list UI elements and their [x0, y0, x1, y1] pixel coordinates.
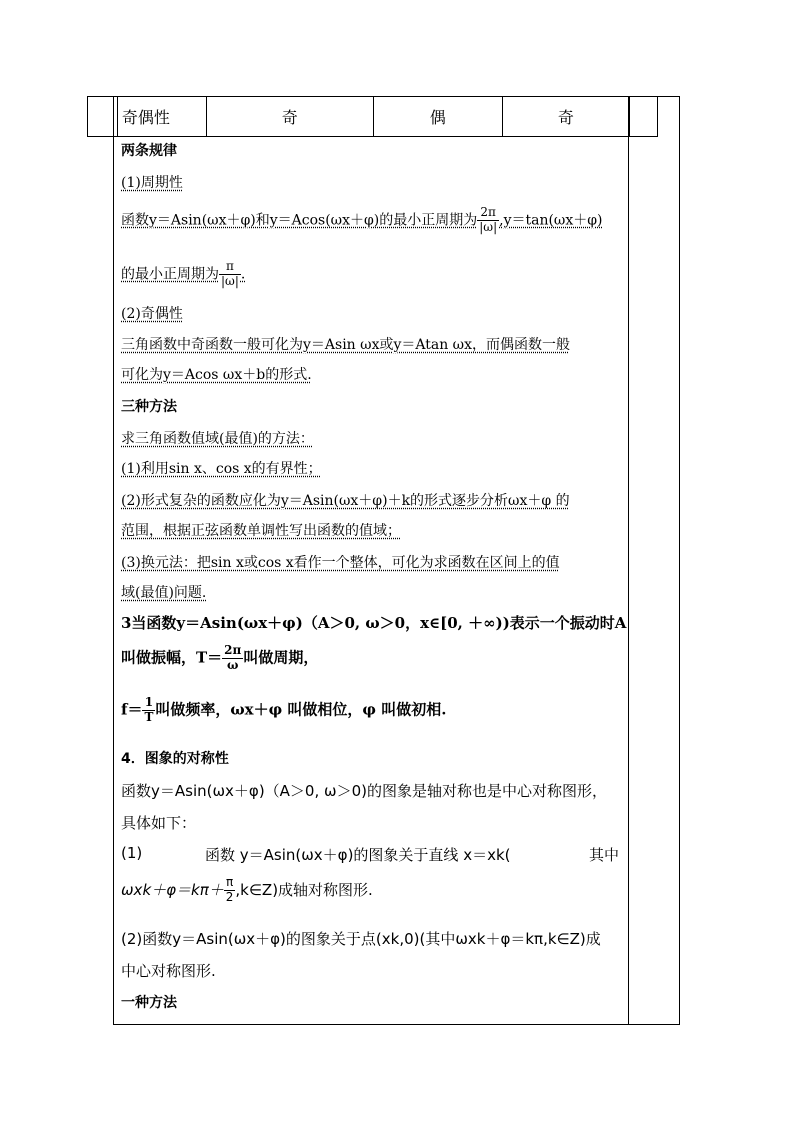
fraction-denominator: T — [144, 709, 154, 724]
parity-table-row — [87, 96, 658, 137]
fraction-denominator: 2 — [225, 889, 234, 904]
text-line — [121, 260, 245, 289]
text-line: 域(最值)问题. — [121, 585, 207, 601]
text-line — [121, 844, 624, 862]
text-span: 叫做频率，ωx＋φ 叫做相位，φ 叫做初相. — [155, 700, 447, 719]
fraction — [219, 260, 241, 289]
text-line — [121, 206, 603, 235]
table-cell-empty-right — [630, 97, 657, 136]
subheading-parity: (2)奇偶性 — [121, 306, 183, 322]
text-span: ,k∈Z)成轴对称图形. — [235, 880, 373, 899]
text-line: 三角函数中奇函数一般可化为y＝Asin ωx或y＝Atan ωx，而偶函数一般 — [121, 337, 570, 353]
text-line: (2)函数y＝Asin(ωx＋φ)的图象关于点(xk,0)(其中ωxk＋φ＝kπ,k∈Z)成 — [121, 930, 601, 948]
heading-one-method: 一种方法 — [121, 995, 177, 1011]
text-span: ,y＝tan(ωx＋φ) — [499, 212, 603, 229]
text-span: 其中 — [589, 846, 620, 864]
table-cell-empty — [88, 97, 118, 136]
text-line: 可化为y＝Acos ωx＋b的形式. — [121, 367, 312, 383]
table-cell-tan: 奇 — [503, 97, 631, 136]
text-line: 范围，根据正弦函数单调性写出函数的值域； — [121, 523, 401, 539]
text-span: ωxk＋φ＝kπ＋ — [121, 880, 224, 899]
text-line — [121, 876, 373, 905]
text-line-bold: 3当函数y＝Asin(ωx＋φ)（A＞0, ω＞0，x∈[0, ＋∞))表示一个振动时A — [121, 614, 627, 632]
fraction — [222, 644, 243, 673]
text-span: 函数y＝Asin(ωx＋φ)和y＝Acos(ωx＋φ)的最小正周期为 — [121, 212, 478, 229]
text-span: 叫做振幅，T＝ — [121, 648, 223, 667]
text-line: (2)形式复杂的函数应化为y＝Asin(ωx＋φ)＋k的形式逐步分析ωx＋φ 的 — [121, 493, 570, 509]
heading-symmetry: 4．图象的对称性 — [121, 751, 229, 767]
text-line: 求三角函数值域(最值)的方法： — [121, 431, 314, 447]
subheading-period: (1)周期性 — [121, 175, 183, 191]
text-line: 中心对称图形. — [121, 962, 216, 980]
heading-three-methods: 三种方法 — [121, 399, 177, 415]
table-cell-sin: 奇 — [207, 97, 374, 136]
column-divider — [628, 96, 629, 1025]
fraction — [477, 206, 499, 235]
text-line-bold — [121, 696, 446, 725]
fraction-numerator: π — [219, 260, 241, 275]
text-line: 函数y＝Asin(ωx＋φ)（A＞0, ω＞0)的图象是轴对称也是中心对称图形， — [121, 782, 607, 800]
text-span: 叫做周期， — [243, 648, 319, 667]
fraction-numerator: 2π — [477, 206, 499, 221]
text-line: (3)换元法：把sin x或cos x看作一个整体，可化为求函数在区间上的值 — [121, 555, 560, 571]
fraction-numerator: 1 — [142, 696, 155, 711]
heading-two-rules: 两条规律 — [121, 143, 177, 159]
fraction-denominator: |ω| — [479, 219, 498, 234]
fraction-numerator: 2π — [224, 643, 242, 657]
fraction — [142, 696, 155, 725]
text-span: f＝ — [121, 700, 143, 719]
text-span: 的最小正周期为 — [121, 266, 219, 283]
fraction-numerator: π — [224, 876, 236, 891]
text-span: (1) — [121, 844, 143, 862]
fraction-denominator: ω — [227, 657, 239, 672]
fraction-denominator: |ω| — [221, 273, 239, 288]
table-cell-label: 奇偶性 — [118, 97, 207, 136]
text-line: (1)利用sin x、cos x的有界性； — [121, 461, 322, 477]
text-span: . — [240, 266, 246, 283]
fraction — [224, 876, 236, 905]
text-line: 具体如下： — [121, 814, 197, 832]
text-span: 函数 y＝Asin(ωx＋φ)的图象关于直线 x＝xk( — [205, 846, 511, 864]
table-cell-cos: 偶 — [374, 97, 503, 136]
text-line-bold — [121, 644, 318, 673]
